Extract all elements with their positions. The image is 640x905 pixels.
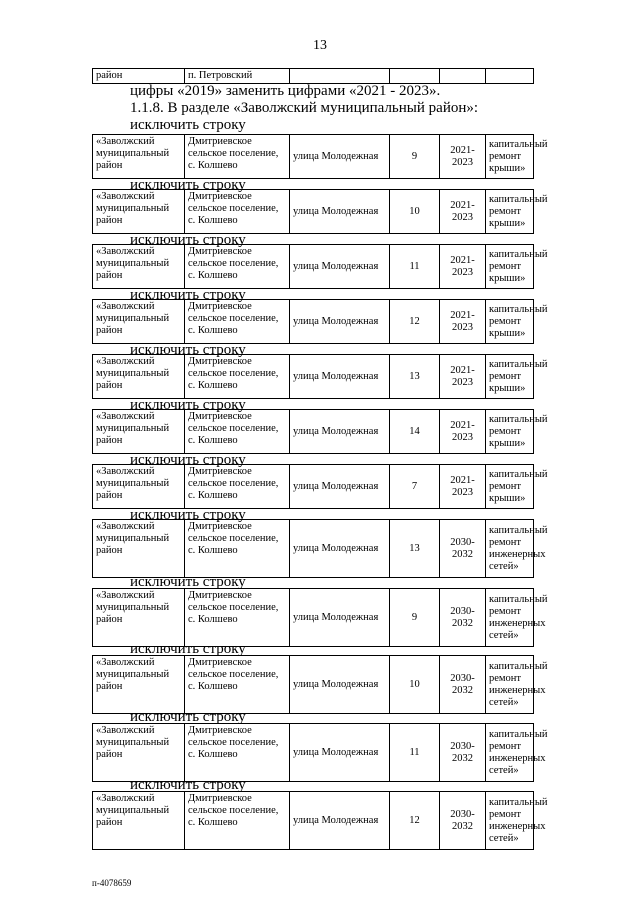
- cell-work: капитальный ремонт инженерных сетей»: [486, 520, 534, 578]
- excluded-row-table: [92, 244, 548, 289]
- exclude-row-label: исключить строку: [130, 287, 246, 303]
- exclude-row-label: исключить строку: [130, 397, 246, 413]
- table-row: [93, 656, 534, 714]
- cell-house: 11: [390, 724, 440, 782]
- cell-period: 2030-2032: [440, 792, 486, 850]
- cell-settlement: Дмитриевское сельское поселение, с. Колшево: [185, 410, 290, 454]
- table-row: [93, 589, 534, 647]
- cell-house: 14: [390, 410, 440, 454]
- cell-district: «Заволжский муниципальный район: [93, 465, 185, 509]
- cell-street: улица Молодежная: [290, 724, 390, 782]
- cell-work: капитальный ремонт инженерных сетей»: [486, 656, 534, 714]
- cell-street: улица Молодежная: [290, 300, 390, 344]
- exclude-row-label: исключить строку: [130, 342, 246, 358]
- top-row-cell-1: район: [93, 69, 185, 84]
- exclude-row-label: исключить строку: [130, 777, 246, 793]
- excluded-row-table: [92, 655, 548, 714]
- cell-settlement: Дмитриевское сельское поселение, с. Колшево: [185, 792, 290, 850]
- cell-period: 2021-2023: [440, 300, 486, 344]
- cell-period: 2021-2023: [440, 410, 486, 454]
- table-row: [93, 300, 534, 344]
- cell-settlement: Дмитриевское сельское поселение, с. Колшево: [185, 190, 290, 234]
- exclude-row-label: исключить строку: [130, 574, 246, 590]
- cell-district: «Заволжский муниципальный район: [93, 410, 185, 454]
- excluded-row-table: [92, 464, 548, 509]
- cell-street: улица Молодежная: [290, 190, 390, 234]
- excluded-row-table: [92, 588, 548, 647]
- excluded-row-table: [92, 189, 548, 234]
- top-row-cell-4: [390, 69, 440, 84]
- table-row: [93, 190, 534, 234]
- cell-house: 9: [390, 589, 440, 647]
- cell-work: капитальный ремонт крыши»: [486, 410, 534, 454]
- cell-settlement: Дмитриевское сельское поселение, с. Колшево: [185, 135, 290, 179]
- table-row: [93, 724, 534, 782]
- cell-settlement: Дмитриевское сельское поселение, с. Колшево: [185, 300, 290, 344]
- cell-street: улица Молодежная: [290, 589, 390, 647]
- cell-street: улица Молодежная: [290, 520, 390, 578]
- cell-house: 13: [390, 520, 440, 578]
- cell-work: капитальный ремонт крыши»: [486, 245, 534, 289]
- cell-street: улица Молодежная: [290, 245, 390, 289]
- document-code: п-4078659: [92, 878, 132, 888]
- cell-house: 12: [390, 792, 440, 850]
- exclude-row-label: исключить строку: [130, 452, 246, 468]
- excluded-row-table: [92, 299, 548, 344]
- excluded-row-table: [92, 134, 548, 179]
- table-row: [93, 465, 534, 509]
- cell-period: 2030-2032: [440, 589, 486, 647]
- excluded-row-table: [92, 519, 548, 578]
- cell-work: капитальный ремонт крыши»: [486, 300, 534, 344]
- cell-street: улица Молодежная: [290, 465, 390, 509]
- cell-work: капитальный ремонт инженерных сетей»: [486, 589, 534, 647]
- cell-street: улица Молодежная: [290, 410, 390, 454]
- paragraph-section-heading: 1.1.8. В разделе «Заволжский муниципальный район»:: [130, 100, 479, 116]
- cell-district: «Заволжский муниципальный район: [93, 190, 185, 234]
- cell-street: улица Молодежная: [290, 792, 390, 850]
- cell-period: 2021-2023: [440, 190, 486, 234]
- exclude-row-label: исключить строку: [130, 507, 246, 523]
- cell-house: 10: [390, 656, 440, 714]
- exclude-row-label: исключить строку: [130, 177, 246, 193]
- cell-district: «Заволжский муниципальный район: [93, 656, 185, 714]
- excluded-row-table: [92, 791, 548, 850]
- cell-period: 2030-2032: [440, 656, 486, 714]
- cell-district: «Заволжский муниципальный район: [93, 355, 185, 399]
- table-row: [93, 410, 534, 454]
- cell-settlement: Дмитриевское сельское поселение, с. Колшево: [185, 589, 290, 647]
- table-row: [93, 520, 534, 578]
- cell-street: улица Молодежная: [290, 355, 390, 399]
- cell-period: 2021-2023: [440, 245, 486, 289]
- cell-district: «Заволжский муниципальный район: [93, 792, 185, 850]
- cell-house: 7: [390, 465, 440, 509]
- cell-settlement: Дмитриевское сельское поселение, с. Колшево: [185, 465, 290, 509]
- table-row: [93, 792, 534, 850]
- cell-period: 2021-2023: [440, 465, 486, 509]
- cell-district: «Заволжский муниципальный район: [93, 724, 185, 782]
- cell-district: «Заволжский муниципальный район: [93, 300, 185, 344]
- cell-district: «Заволжский муниципальный район: [93, 245, 185, 289]
- cell-settlement: Дмитриевское сельское поселение, с. Колшево: [185, 520, 290, 578]
- top-row-cell-2: п. Петровский: [185, 69, 290, 84]
- cell-district: «Заволжский муниципальный район: [93, 135, 185, 179]
- cell-settlement: Дмитриевское сельское поселение, с. Колшево: [185, 355, 290, 399]
- cell-period: 2021-2023: [440, 135, 486, 179]
- cell-period: 2030-2032: [440, 520, 486, 578]
- excluded-row-table: [92, 354, 548, 399]
- page-number: 13: [313, 38, 327, 53]
- cell-work: капитальный ремонт инженерных сетей»: [486, 792, 534, 850]
- top-row-cell-5: [440, 69, 486, 84]
- paragraph-replace-years: цифры «2019» заменить цифрами «2021 - 2023».: [130, 83, 441, 99]
- table-row: [93, 355, 534, 399]
- cell-work: капитальный ремонт крыши»: [486, 135, 534, 179]
- cell-period: 2021-2023: [440, 355, 486, 399]
- excluded-row-table: [92, 723, 548, 782]
- cell-work: капитальный ремонт крыши»: [486, 355, 534, 399]
- exclude-row-label: исключить строку: [130, 641, 246, 657]
- cell-work: капитальный ремонт крыши»: [486, 190, 534, 234]
- table-row: [93, 245, 534, 289]
- top-table-fragment: [92, 68, 534, 84]
- exclude-row-label: исключить строку: [130, 709, 246, 725]
- cell-district: «Заволжский муниципальный район: [93, 589, 185, 647]
- table-row: [93, 135, 534, 179]
- cell-house: 10: [390, 190, 440, 234]
- exclude-row-label: исключить строку: [130, 232, 246, 248]
- cell-house: 9: [390, 135, 440, 179]
- exclude-row-label: исключить строку: [130, 117, 246, 133]
- cell-work: капитальный ремонт инженерных сетей»: [486, 724, 534, 782]
- cell-settlement: Дмитриевское сельское поселение, с. Колшево: [185, 245, 290, 289]
- cell-street: улица Молодежная: [290, 135, 390, 179]
- cell-settlement: Дмитриевское сельское поселение, с. Колшево: [185, 724, 290, 782]
- cell-street: улица Молодежная: [290, 656, 390, 714]
- excluded-row-table: [92, 409, 548, 454]
- top-row-cell-3: [290, 69, 390, 84]
- cell-house: 13: [390, 355, 440, 399]
- cell-house: 12: [390, 300, 440, 344]
- top-row-cell-6: [486, 69, 534, 84]
- cell-work: капитальный ремонт крыши»: [486, 465, 534, 509]
- cell-settlement: Дмитриевское сельское поселение, с. Колшево: [185, 656, 290, 714]
- cell-house: 11: [390, 245, 440, 289]
- cell-district: «Заволжский муниципальный район: [93, 520, 185, 578]
- cell-period: 2030-2032: [440, 724, 486, 782]
